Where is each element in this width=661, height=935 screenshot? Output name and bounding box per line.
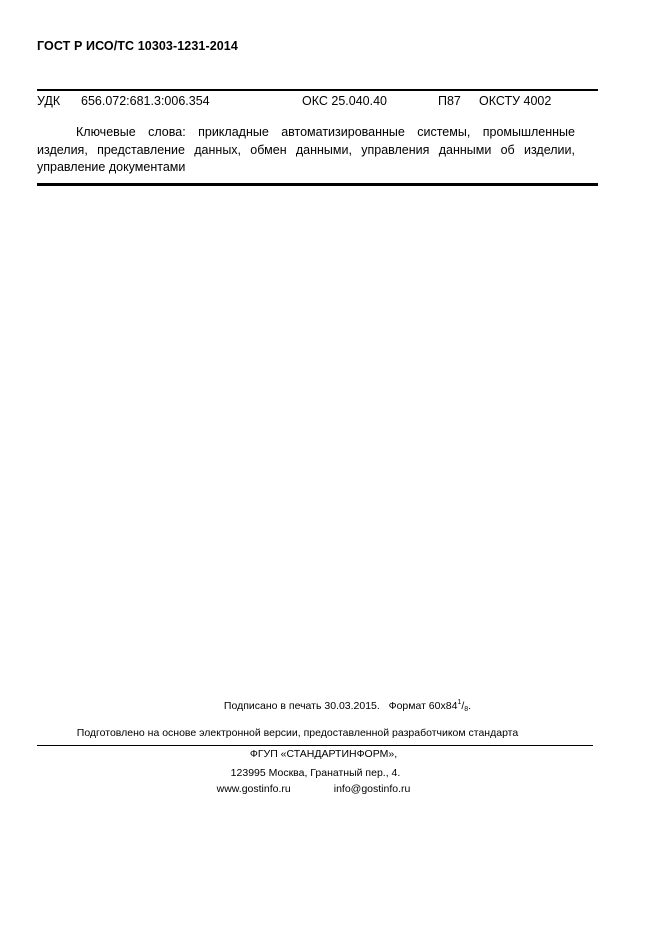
oks-code: ОКС 25.040.40 bbox=[302, 94, 387, 108]
category-code: П87 bbox=[438, 94, 461, 108]
keywords-paragraph: Ключевые слова: прикладные автоматизированные системы, промышленные изделия, представление данных, обмен данными, управления данными об изделии, управление документами bbox=[37, 125, 575, 174]
publisher-contacts bbox=[0, 783, 644, 795]
website-link[interactable]: www.gostinfo.ru bbox=[216, 783, 291, 795]
udk-label: УДК bbox=[37, 94, 61, 108]
format-denominator: 8 bbox=[464, 706, 469, 713]
okstu-code: ОКСТУ 4002 bbox=[479, 94, 552, 108]
format-numerator: 1 bbox=[457, 699, 462, 706]
email-link[interactable]: info@gostinfo.ru bbox=[333, 783, 411, 795]
format-end: . bbox=[468, 700, 472, 712]
bottom-divider bbox=[37, 183, 598, 186]
print-signed-line: Подписано в печать 30.03.2015. Формат $60x84^1/_8$. bbox=[223, 699, 472, 713]
format-label: Формат 60x84 bbox=[388, 700, 458, 712]
udk-value: 656.072:681.3:006.354 bbox=[81, 94, 210, 108]
document-code: ГОСТ Р ИСО/ТС 10303-1231-2014 bbox=[37, 39, 238, 53]
top-divider bbox=[37, 89, 598, 91]
publisher-address: 123995 Москва, Гранатный пер., 4. bbox=[230, 767, 401, 779]
signed-date: Подписано в печать 30.03.2015. bbox=[223, 700, 380, 712]
publisher-name: ФГУП «СТАНДАРТИНФОРМ», bbox=[249, 748, 398, 760]
imprint-divider bbox=[37, 745, 593, 746]
prepared-note: Подготовлено на основе электронной версии, предоставленной разработчиком стандарта bbox=[76, 727, 519, 739]
